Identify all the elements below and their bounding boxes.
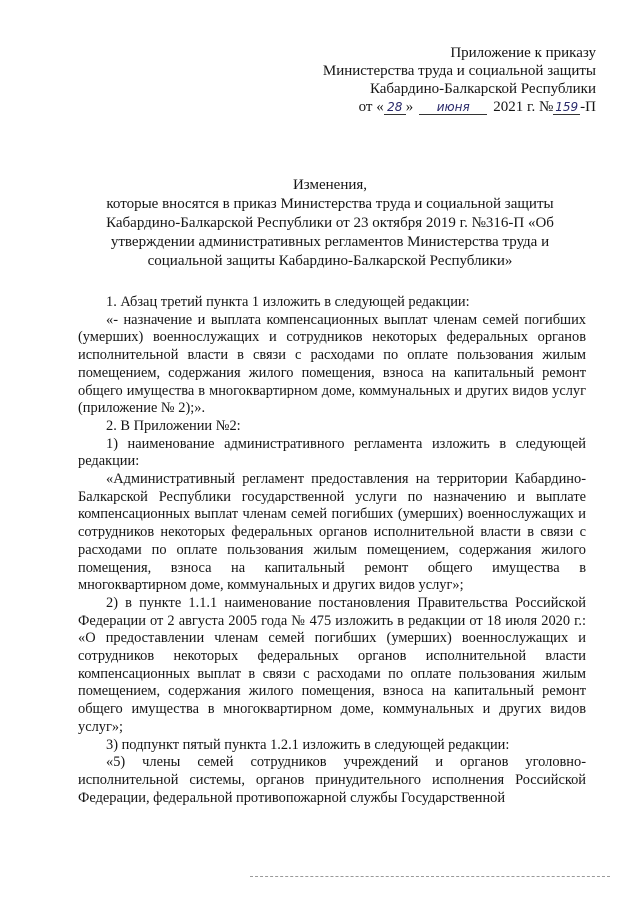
paragraph-4: 1) наименование административного регламента изложить в следующей редакции: bbox=[78, 435, 586, 470]
date-year: 2021 г. № bbox=[493, 99, 554, 115]
order-suffix: -П bbox=[580, 99, 596, 115]
paragraph-1: 1. Абзац третий пункта 1 изложить в следующей редакции: bbox=[106, 294, 470, 310]
paragraph-8: «5) члены семей сотрудников учреждений и органов уголовно-исполнительной системы, органов принудительного исполнения Российской Федерации, федеральной противопожарной службы Государственной bbox=[78, 754, 586, 806]
date-mid: » bbox=[405, 99, 414, 115]
handwritten-month: июня bbox=[419, 100, 487, 115]
handwritten-order-number: 159 bbox=[555, 100, 579, 114]
title-line-2: Кабардино-Балкарской Республики от 23 октября 2019 г. №316-П «Об bbox=[106, 215, 554, 231]
header-line-3: Кабардино-Балкарской Республики bbox=[369, 81, 596, 97]
document-body bbox=[78, 294, 586, 807]
title-line-4: социальной защиты Кабардино-Балкарской Республики» bbox=[147, 253, 513, 269]
paragraph-3: 2. В Приложении №2: bbox=[106, 417, 241, 434]
title-heading: Изменения, bbox=[292, 177, 368, 193]
header-line-2: Министерства труда и социальной защиты bbox=[322, 63, 596, 79]
title-line-3: утверждении административных регламентов Министерства труда и bbox=[110, 234, 550, 250]
paragraph-6: 2) в пункте 1.1.1 наименование постановления Правительства Российской Федерации от 2 августа 2005 года № 475 изложить в редакции от 18 июля 2020 г.: «О предоставлении членам семей погибших (умерших) военнослужащих и сотрудников некоторых федеральных органов исполнительной власти компенсационных выплат в связи с расходами по оплате пользования жилым помещением, содержания жилого помещения, взноса на капитальный ремонт общего имущества в многоквартирном доме, коммунальных и других видов услуг»; bbox=[78, 594, 586, 735]
date-prefix: от « bbox=[358, 99, 384, 115]
title-line-1: которые вносятся в приказ Министерства труда и социальной защиты bbox=[106, 196, 554, 212]
header-line-1: Приложение к приказу bbox=[450, 45, 596, 61]
handwritten-day: 28 bbox=[384, 100, 406, 115]
paragraph-7: 3) подпункт пятый пункта 1.2.1 изложить в следующей редакции: bbox=[106, 736, 510, 753]
paragraph-2: «- назначение и выплата компенсационных выплат членам семей погибших (умерших) военнослужащих и сотрудников некоторых федеральных органов исполнительной власти в связи с расходами по оплате пользования жилым помещением, содержания жилого помещения, взноса на капитальный ремонт общего имущества в многоквартирном доме, коммунальных и других видов услуг (приложение № 2);». bbox=[78, 311, 586, 417]
document-title bbox=[60, 176, 600, 271]
header-date-line bbox=[276, 98, 596, 116]
footer-divider bbox=[250, 876, 610, 881]
paragraph-5: «Административный регламент предоставления на территории Кабардино-Балкарской Республики государственной услуги по назначению и выплате компенсационных выплат членам семей погибших (умерших) военнослужащих и сотрудников некоторых федеральных органов исполнительной власти в связи с расходами по оплате пользования жилым помещением, содержания жилого помещения, взноса на капитальный ремонт общего имущества в многоквартирном доме, коммунальных и других видов услуг»; bbox=[78, 471, 586, 594]
appendix-header bbox=[276, 44, 596, 116]
